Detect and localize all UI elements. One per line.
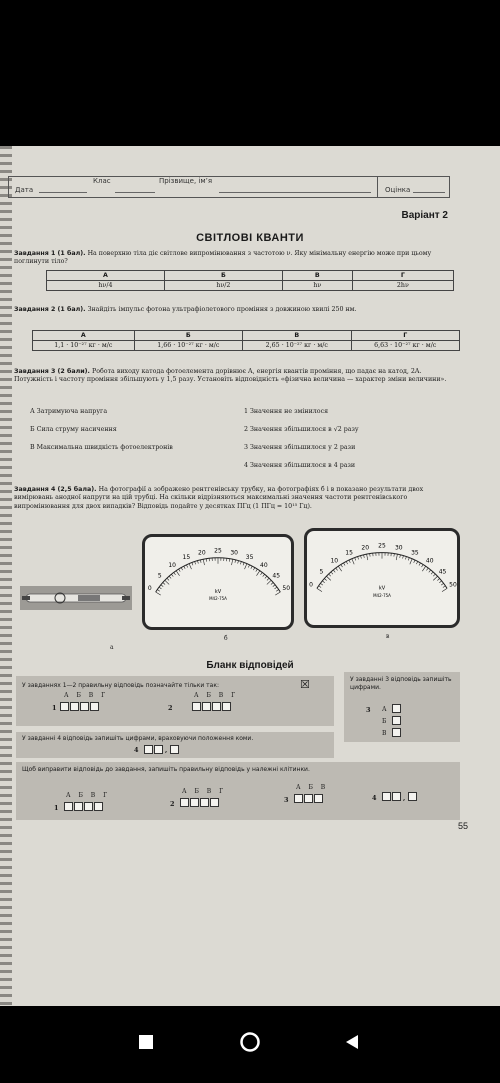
r3-c-label: В xyxy=(382,730,390,737)
meter-c-tick xyxy=(329,574,331,576)
t2-h1: Б xyxy=(134,331,242,341)
meter-b-tick xyxy=(197,561,198,564)
meter-b-tick xyxy=(200,560,201,563)
t1-o0: hν/4 xyxy=(47,281,165,291)
meter-b-tick xyxy=(273,585,275,587)
meter-c-tick xyxy=(317,588,322,591)
fix-boxes-3[interactable] xyxy=(294,794,323,803)
android-nav-bar xyxy=(0,1006,500,1083)
meter-c-tick xyxy=(441,583,443,585)
task-1-table xyxy=(46,270,454,291)
meter-c-tick xyxy=(352,559,354,565)
meter-b-tick xyxy=(156,592,161,595)
t2-o3: 6,63 · 10⁻²⁷ кг · м/с xyxy=(351,341,460,351)
r3-b-label: Б xyxy=(382,718,390,725)
meter-c-tick xyxy=(443,586,445,588)
grade-label: Оцінка xyxy=(385,186,411,194)
fix-letters-3: А Б В xyxy=(296,784,329,791)
meter-b-tick xyxy=(256,571,259,576)
task-3 xyxy=(14,368,460,385)
box-3a[interactable] xyxy=(392,704,401,713)
date-line xyxy=(39,192,87,193)
fix-box-4b[interactable] xyxy=(392,792,401,801)
letters-2: А Б В Г xyxy=(194,692,239,699)
meter-b-tick xyxy=(276,589,278,591)
meter-c-tick-label: 45 xyxy=(438,568,447,576)
meter-b-tick-label: 30 xyxy=(230,549,238,557)
meter-b-tick xyxy=(260,572,262,574)
meter-b-tick-label: 35 xyxy=(245,554,254,562)
num-1: 1 xyxy=(52,704,57,712)
meter-b-tick xyxy=(181,568,182,571)
comma-4: , xyxy=(165,746,168,754)
answer-panel-1-2 xyxy=(16,676,334,726)
voltmeter-b xyxy=(142,534,294,630)
answer-boxes-4[interactable] xyxy=(144,745,163,754)
meter-c-tick xyxy=(331,572,333,574)
t2-o1: 1,66 · 10⁻²⁷ кг · м/с xyxy=(134,341,242,351)
meter-c-tick xyxy=(326,576,330,580)
meter-b-tick xyxy=(271,582,273,584)
date-label: Дата xyxy=(15,186,34,194)
box-2c[interactable] xyxy=(212,702,221,711)
instr-4: У завданні 4 відповідь запишіть цифрами, враховуючи положення коми. xyxy=(22,735,254,742)
meter-c-tick xyxy=(364,555,365,558)
t1-o1: hν/2 xyxy=(164,281,282,291)
meter-c-tick xyxy=(349,560,350,563)
meter-c-tick xyxy=(426,568,428,570)
meter-b-tick xyxy=(253,568,254,571)
t2-o0: 1,1 · 10⁻²⁷ кг · м/с xyxy=(33,341,135,351)
fix-letters-2: А Б В Г xyxy=(182,788,227,795)
student-info-header xyxy=(8,176,450,198)
meter-c-tick xyxy=(355,558,356,561)
notebook-spiral xyxy=(0,146,12,1006)
meter-c-tick xyxy=(361,556,362,559)
caption-a: а xyxy=(110,644,114,651)
meter-c-tick xyxy=(416,561,417,564)
t1-h2: В xyxy=(282,271,352,281)
meter-c-tick xyxy=(338,566,341,571)
task-4-text: На фотографії а зображено рентгенівську трубку, на фотографіях б і в показано результати двох вимірювань анодної напруги на цій трубці. На скільки відрізняються максимальні значення частоти рентгенівського випромінювання для двох випадків? Відповідь подайте у десятках ПГц (1 ПГц = 10¹⁵ Гц). xyxy=(14,486,424,510)
meter-b-tick xyxy=(245,564,247,570)
meter-c-tick xyxy=(433,576,437,580)
meter-b-tick xyxy=(195,561,196,564)
document-page xyxy=(0,146,500,1006)
meter-b-tick-label: 10 xyxy=(168,561,176,569)
fix-box-3c[interactable] xyxy=(314,794,323,803)
meter-c-unit: kV xyxy=(378,585,386,592)
fix-boxes-1[interactable] xyxy=(64,802,103,811)
caption-c: в xyxy=(386,633,390,640)
meter-c-tick xyxy=(429,570,431,572)
meter-c-tick xyxy=(320,583,322,585)
num-2: 2 xyxy=(168,704,173,712)
box-1c[interactable] xyxy=(80,702,89,711)
meter-b-tick xyxy=(163,582,165,584)
t2-h3: Г xyxy=(351,331,460,341)
meter-c-tick-label: 10 xyxy=(330,557,339,565)
meter-c-tick-label: 40 xyxy=(425,557,434,565)
meter-b-tick xyxy=(240,561,241,564)
task-3-left-column xyxy=(30,408,230,462)
meter-b-tick-label: 40 xyxy=(260,561,268,569)
meter-c-tick xyxy=(324,579,326,581)
page-number: 55 xyxy=(457,821,468,831)
t1-h1: Б xyxy=(164,271,282,281)
fix-box-2d[interactable] xyxy=(210,798,219,807)
t3-right-4: 4 Значення збільшилося в 4 рази xyxy=(244,462,356,469)
meter-c-tick xyxy=(408,558,409,561)
fix-comma-4: , xyxy=(403,794,406,802)
box-4b[interactable] xyxy=(154,745,163,754)
fix-box-2c[interactable] xyxy=(200,798,209,807)
meter-b-tick xyxy=(203,559,204,565)
fix-box-1c[interactable] xyxy=(84,802,93,811)
meter-c-tick xyxy=(319,586,321,588)
meter-c-tick xyxy=(400,555,401,558)
meter-b-tick xyxy=(161,585,163,587)
meter-b-tick xyxy=(267,578,269,580)
voltmeter-c-dial xyxy=(307,531,457,625)
meter-b-tick-label: 20 xyxy=(198,549,206,557)
meter-b-tick xyxy=(192,562,193,565)
box-3b[interactable] xyxy=(392,716,401,725)
meter-c-tick xyxy=(322,581,324,583)
meter-c-tick xyxy=(358,557,359,560)
meter-b-tick xyxy=(186,565,187,568)
meter-c-tick xyxy=(422,565,424,568)
cross-mark-icon: ☒ xyxy=(300,678,310,691)
box-2b[interactable] xyxy=(202,702,211,711)
task-2-table xyxy=(32,330,460,351)
t3-left-b: Б Сила струму насичення xyxy=(30,426,117,433)
meter-b-tick xyxy=(251,566,252,569)
caption-b: б xyxy=(224,635,228,642)
meter-c-tick-label: 5 xyxy=(319,568,324,576)
meter-c-tick xyxy=(346,561,347,564)
meter-b-tick xyxy=(238,561,239,564)
meter-b-tick xyxy=(235,560,236,563)
meter-b-tick xyxy=(174,572,176,574)
num-3-sheet: 3 xyxy=(366,706,371,714)
instr-1-2: У завданнях 1—2 правильну відповідь позначайте тільки так: xyxy=(22,682,219,689)
fix-num-4: 4 xyxy=(372,794,377,802)
meter-b-tick xyxy=(248,565,249,568)
triangle-back-icon[interactable] xyxy=(344,1034,360,1050)
t1-o2: hν xyxy=(282,281,352,291)
fix-box-4a[interactable] xyxy=(382,792,391,801)
variant-label: Варіант 2 xyxy=(401,210,448,221)
meter-b-tick xyxy=(189,564,191,570)
t3-right-3: 3 Значення збільшилося у 2 рази xyxy=(244,444,356,451)
task-3-text: Робота виходу катода фотоелемента дорівнює A, енергія квантів проміння, що падає на катод, 2A. Потужність і частоту проміння збільшують у 1,5 разу. Установіть відповідність «фізична величина — характер зміни величини». xyxy=(14,368,447,384)
meter-c-model: М42-75А xyxy=(373,592,391,598)
class-line xyxy=(115,192,155,193)
meter-c-tick xyxy=(419,563,420,566)
header-separator xyxy=(377,177,378,197)
meter-c-tick-label: 50 xyxy=(449,581,457,589)
meter-b-tick xyxy=(159,587,161,589)
meter-b-tick xyxy=(275,587,277,589)
t1-h3: Г xyxy=(352,271,453,281)
box-2d[interactable] xyxy=(222,702,231,711)
box-1b[interactable] xyxy=(70,702,79,711)
meter-c-tick xyxy=(341,565,343,568)
meter-c-tick xyxy=(442,588,447,591)
voltmeter-b-dial xyxy=(145,537,291,627)
answer-sheet-title: Бланк відповідей xyxy=(206,660,294,671)
meter-b-tick xyxy=(169,576,171,578)
fix-num-3: 3 xyxy=(284,796,289,804)
meter-c-tick xyxy=(439,581,441,583)
num-4: 4 xyxy=(134,746,139,754)
t3-left-a: А Затримуюча напруга xyxy=(30,408,108,415)
t3-right-1: 1 Значення не змінилося xyxy=(244,408,329,415)
meter-c-tick xyxy=(422,566,425,571)
meter-c-tick xyxy=(403,556,404,559)
instr-3: У завданні 3 відповідь запишіть цифрами. xyxy=(350,676,452,691)
box-4a[interactable] xyxy=(144,745,153,754)
task-1-text: На поверхню тіла діє світлове випромінювання з частотою ν. Яку мінімальну енергію може при цьому поглинути тіло? xyxy=(14,250,432,266)
box-3c[interactable] xyxy=(392,728,401,737)
fix-box-1d[interactable] xyxy=(94,802,103,811)
correction-instr: Щоб виправити відповідь до завдання, запишіть правильну відповідь у належні клітинки. xyxy=(22,766,310,773)
answer-boxes-1[interactable] xyxy=(60,702,99,711)
meter-c-tick-label: 20 xyxy=(361,544,370,552)
r3-a-label: А xyxy=(382,706,390,713)
meter-b-tick-label: 5 xyxy=(157,572,162,580)
fix-box-1b[interactable] xyxy=(74,802,83,811)
correction-panel xyxy=(16,762,460,820)
task-3-right-column xyxy=(244,408,454,480)
meter-b-tick xyxy=(171,574,173,576)
t2-h0: А xyxy=(33,331,135,341)
meter-b-tick xyxy=(267,580,271,584)
task-2 xyxy=(14,306,460,314)
box-4c[interactable] xyxy=(170,745,179,754)
x-ray-tube-photo xyxy=(20,586,132,610)
meter-b-unit: kV xyxy=(214,588,222,595)
fix-box-2b[interactable] xyxy=(190,798,199,807)
meter-b-tick xyxy=(167,578,169,580)
meter-b-tick xyxy=(176,571,179,576)
t1-h0: А xyxy=(47,271,165,281)
meter-c-tick xyxy=(367,554,368,560)
task-3-label: Завдання 3 (2 бали). xyxy=(14,368,90,375)
meter-b-tick-label: 0 xyxy=(147,585,152,593)
box-1d[interactable] xyxy=(90,702,99,711)
fix-box-3a[interactable] xyxy=(294,794,303,803)
fix-num-2: 2 xyxy=(170,800,175,808)
meter-c-tick xyxy=(336,568,338,570)
task-2-label: Завдання 2 (1 бал). xyxy=(14,306,86,313)
meter-b-model: М42-75А xyxy=(209,596,227,601)
task-2-text: Знайдіть імпульс фотона ультрафіолетового проміння з довжиною хвилі 250 нм. xyxy=(87,306,357,313)
letters-1: А Б В Г xyxy=(64,692,109,699)
task-4-label: Завдання 4 (2,5 бала). xyxy=(14,486,97,493)
meter-b-tick xyxy=(157,589,159,591)
meter-b-tick-label: 50 xyxy=(282,585,291,593)
fix-num-1: 1 xyxy=(54,804,59,812)
meter-c-tick xyxy=(333,570,335,572)
t3-right-2: 2 Значення збільшилося в √2 разу xyxy=(244,426,359,433)
meter-b-tick-label: 25 xyxy=(214,547,222,555)
t2-o2: 2,65 · 10⁻²⁷ кг · м/с xyxy=(243,341,351,351)
meter-b-tick-label: 45 xyxy=(272,572,281,580)
answer-panel-4 xyxy=(16,732,334,758)
task-4 xyxy=(14,486,460,511)
t3-left-c: В Максимальна швидкість фотоелектронів xyxy=(30,444,173,451)
answer-boxes-2[interactable] xyxy=(192,702,231,711)
fix-letters-1: А Б В Г xyxy=(66,792,111,799)
meter-b-tick xyxy=(265,576,267,578)
meter-c-tick xyxy=(410,559,412,565)
box-2a[interactable] xyxy=(192,702,201,711)
t2-h2: В xyxy=(243,331,351,341)
meter-b-tick xyxy=(256,569,258,572)
meter-c-tick xyxy=(396,554,397,560)
meter-b-tick xyxy=(184,566,185,569)
meter-c-tick-label: 30 xyxy=(394,544,403,552)
meter-c-tick xyxy=(431,572,433,574)
class-label: Клас xyxy=(93,177,111,185)
square-icon[interactable] xyxy=(138,1034,154,1050)
page-title: СВІТЛОВІ КВАНТИ xyxy=(196,232,304,244)
name-line xyxy=(219,192,371,193)
task-1-label: Завдання 1 (1 бал). xyxy=(14,250,86,257)
voltmeter-c xyxy=(304,528,460,628)
grade-line xyxy=(413,192,445,193)
box-1a[interactable] xyxy=(60,702,69,711)
task-1 xyxy=(14,250,460,267)
meter-b-tick xyxy=(263,574,265,576)
fix-boxes-2[interactable] xyxy=(180,798,219,807)
meter-c-tick-label: 0 xyxy=(309,581,313,589)
meter-b-tick xyxy=(275,592,280,595)
fix-box-1a[interactable] xyxy=(64,802,73,811)
meter-c-tick-label: 25 xyxy=(378,542,386,550)
meter-c-tick xyxy=(433,574,435,576)
top-black-bar xyxy=(0,0,500,146)
meter-b-tick xyxy=(179,569,181,572)
meter-c-tick xyxy=(414,560,415,563)
meter-b-tick-label: 15 xyxy=(182,554,191,562)
fix-box-4c[interactable] xyxy=(408,792,417,801)
circle-icon[interactable] xyxy=(240,1032,260,1052)
meter-b-tick xyxy=(165,580,169,584)
name-label: Прізвище, ім’я xyxy=(159,177,213,185)
meter-c-tick xyxy=(437,579,439,581)
meter-c-tick-label: 35 xyxy=(411,549,419,557)
t1-o3: 2hν xyxy=(352,281,453,291)
meter-c-tick xyxy=(405,557,406,560)
meter-b-tick xyxy=(232,559,233,565)
fix-box-3b[interactable] xyxy=(304,794,313,803)
meter-b-tick xyxy=(243,562,244,565)
fix-box-2a[interactable] xyxy=(180,798,189,807)
meter-c-tick-label: 15 xyxy=(345,549,353,557)
answer-panel-3 xyxy=(344,672,460,742)
meter-c-tick xyxy=(344,563,345,566)
fix-boxes-4[interactable] xyxy=(382,792,401,801)
